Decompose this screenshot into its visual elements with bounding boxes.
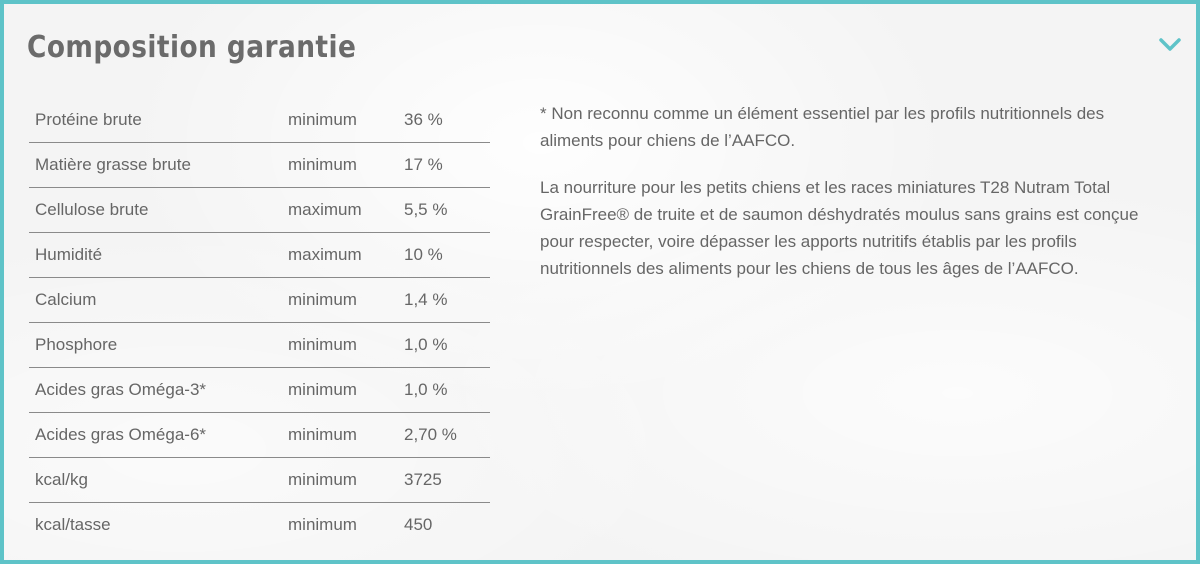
- nutrient-value: 3725: [404, 458, 490, 503]
- nutrient-qualifier: minimum: [288, 323, 404, 368]
- nutrient-name: Calcium: [29, 278, 288, 323]
- nutrient-value: 1,4 %: [404, 278, 490, 323]
- nutrient-name: Matière grasse brute: [29, 143, 288, 188]
- nutrient-value: 1,0 %: [404, 368, 490, 413]
- nutrient-name: Protéine brute: [29, 98, 288, 143]
- table-row: [29, 458, 490, 503]
- chevron-down-icon: [1156, 32, 1184, 56]
- nutrient-qualifier: minimum: [288, 413, 404, 458]
- table-row: [29, 503, 490, 548]
- nutrient-qualifier: maximum: [288, 233, 404, 278]
- nutrient-qualifier: maximum: [288, 188, 404, 233]
- table-row: [29, 323, 490, 368]
- table-row: [29, 143, 490, 188]
- nutrient-qualifier: minimum: [288, 278, 404, 323]
- notes-block: [540, 100, 1140, 302]
- nutrient-name: Acides gras Oméga-3*: [29, 368, 288, 413]
- nutrient-name: Acides gras Oméga-6*: [29, 413, 288, 458]
- nutrient-value: 5,5 %: [404, 188, 490, 233]
- nutrient-qualifier: minimum: [288, 98, 404, 143]
- nutrient-value: 36 %: [404, 98, 490, 143]
- nutrient-value: 17 %: [404, 143, 490, 188]
- nutrient-value: 1,0 %: [404, 323, 490, 368]
- table-row: [29, 413, 490, 458]
- nutrient-qualifier: minimum: [288, 143, 404, 188]
- table-row: [29, 278, 490, 323]
- nutrient-qualifier: minimum: [288, 458, 404, 503]
- aafco-statement: La nourriture pour les petits chiens et les races miniatures T28 Nutram Total GrainFree® de truite et de saumon déshydratés moulus sans grains est conçue pour respecter, voire dépasser les apports nutritifs établis par les profils nutritionnels des aliments pour les chiens de tous les âges de l’AAFCO.: [540, 178, 1139, 278]
- analysis-table: [29, 98, 490, 547]
- section-title: Composition garantie: [27, 30, 357, 65]
- nutrient-name: kcal/tasse: [35, 515, 111, 534]
- aafco-footnote: * Non reconnu comme un élément essentiel par les profils nutritionnels des aliments pour chiens de l’AAFCO.: [540, 104, 1105, 150]
- nutrient-name: Cellulose brute: [29, 188, 288, 233]
- nutrient-name: kcal/kg: [29, 458, 288, 503]
- collapse-toggle-button[interactable]: [1156, 32, 1184, 56]
- nutrient-value: 450: [404, 515, 433, 534]
- table-row: [29, 233, 490, 278]
- table-row: [29, 368, 490, 413]
- nutrient-qualifier: minimum: [288, 515, 357, 534]
- nutrient-name: Humidité: [29, 233, 288, 278]
- table-row: [29, 98, 490, 143]
- nutrient-value: 2,70 %: [404, 413, 490, 458]
- table-row: [29, 188, 490, 233]
- nutrient-name: Phosphore: [29, 323, 288, 368]
- nutrient-qualifier: minimum: [288, 368, 404, 413]
- nutrient-value: 10 %: [404, 233, 490, 278]
